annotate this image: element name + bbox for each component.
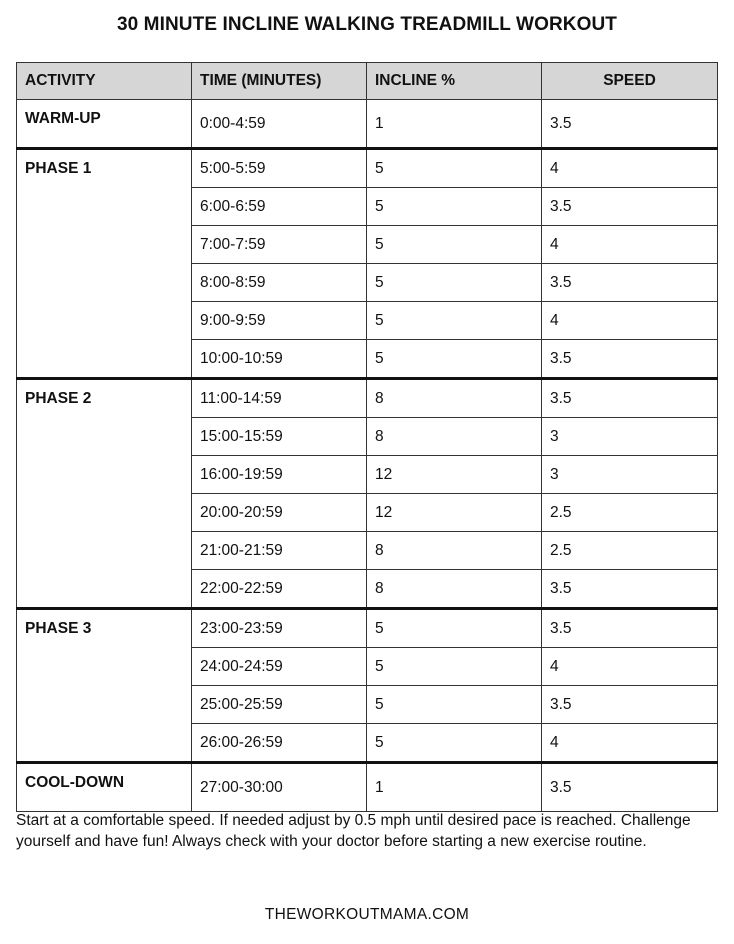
- site-url: THEWORKOUTMAMA.COM: [264, 906, 470, 923]
- time-cell: 11:00-14:59: [192, 379, 367, 418]
- time-cell: 20:00-20:59: [192, 494, 367, 532]
- time-cell: 15:00-15:59: [192, 418, 367, 456]
- speed-cell: 3: [542, 456, 718, 494]
- incline-cell: 8: [367, 379, 542, 418]
- incline-cell: 8: [367, 570, 542, 609]
- time-cell: 8:00-8:59: [192, 264, 367, 302]
- speed-cell: 4: [542, 149, 718, 188]
- speed-cell: 4: [542, 226, 718, 264]
- speed-cell: 3: [542, 418, 718, 456]
- incline-cell: 12: [367, 494, 542, 532]
- time-cell: 23:00-23:59: [192, 609, 367, 648]
- activity-cell: COOL-DOWN: [17, 763, 192, 812]
- incline-cell: 8: [367, 532, 542, 570]
- time-cell: 7:00-7:59: [192, 226, 367, 264]
- table-row: [17, 763, 718, 812]
- speed-cell: 3.5: [542, 100, 718, 149]
- header-time: TIME (MINUTES): [192, 63, 367, 100]
- speed-cell: 3.5: [542, 379, 718, 418]
- incline-cell: 5: [367, 609, 542, 648]
- speed-cell: 3.5: [542, 686, 718, 724]
- speed-cell: 2.5: [542, 532, 718, 570]
- time-cell: 22:00-22:59: [192, 570, 367, 609]
- activity-cell: PHASE 2: [17, 379, 192, 609]
- speed-cell: 3.5: [542, 264, 718, 302]
- speed-cell: 3.5: [542, 609, 718, 648]
- header-activity: ACTIVITY: [17, 63, 192, 100]
- table-row: [17, 100, 718, 149]
- header-row: [17, 63, 718, 100]
- time-cell: 6:00-6:59: [192, 188, 367, 226]
- workout-table: [16, 62, 718, 812]
- table-row: [17, 609, 718, 648]
- time-cell: 24:00-24:59: [192, 648, 367, 686]
- activity-cell: PHASE 3: [17, 609, 192, 763]
- footer-note: Start at a comfortable speed. If needed adjust by 0.5 mph until desired pace is reached. Challenge yourself and have fun! Always check with your doctor before starting a new exercise routine.: [16, 812, 691, 850]
- time-cell: 21:00-21:59: [192, 532, 367, 570]
- speed-cell: 2.5: [542, 494, 718, 532]
- header-incline: INCLINE %: [367, 63, 542, 100]
- incline-cell: 1: [367, 763, 542, 812]
- incline-cell: 5: [367, 686, 542, 724]
- incline-cell: 5: [367, 724, 542, 763]
- time-cell: 26:00-26:59: [192, 724, 367, 763]
- speed-cell: 3.5: [542, 570, 718, 609]
- incline-cell: 5: [367, 188, 542, 226]
- incline-cell: 8: [367, 418, 542, 456]
- incline-cell: 12: [367, 456, 542, 494]
- activity-cell: PHASE 1: [17, 149, 192, 379]
- time-cell: 0:00-4:59: [192, 100, 367, 149]
- header-speed: SPEED: [542, 63, 718, 100]
- speed-cell: 4: [542, 302, 718, 340]
- incline-cell: 5: [367, 149, 542, 188]
- time-cell: 10:00-10:59: [192, 340, 367, 379]
- time-cell: 9:00-9:59: [192, 302, 367, 340]
- time-cell: 16:00-19:59: [192, 456, 367, 494]
- table-body: [17, 100, 718, 812]
- time-cell: 5:00-5:59: [192, 149, 367, 188]
- incline-cell: 5: [367, 302, 542, 340]
- table-row: [17, 379, 718, 418]
- incline-cell: 5: [367, 226, 542, 264]
- speed-cell: 3.5: [542, 188, 718, 226]
- time-cell: 27:00-30:00: [192, 763, 367, 812]
- speed-cell: 4: [542, 648, 718, 686]
- speed-cell: 3.5: [542, 340, 718, 379]
- incline-cell: 5: [367, 264, 542, 302]
- page-title: 30 MINUTE INCLINE WALKING TREADMILL WORKOUT: [116, 14, 618, 35]
- speed-cell: 3.5: [542, 763, 718, 812]
- table-row: [17, 149, 718, 188]
- time-cell: 25:00-25:59: [192, 686, 367, 724]
- activity-cell: WARM-UP: [17, 100, 192, 149]
- incline-cell: 5: [367, 340, 542, 379]
- incline-cell: 1: [367, 100, 542, 149]
- incline-cell: 5: [367, 648, 542, 686]
- speed-cell: 4: [542, 724, 718, 763]
